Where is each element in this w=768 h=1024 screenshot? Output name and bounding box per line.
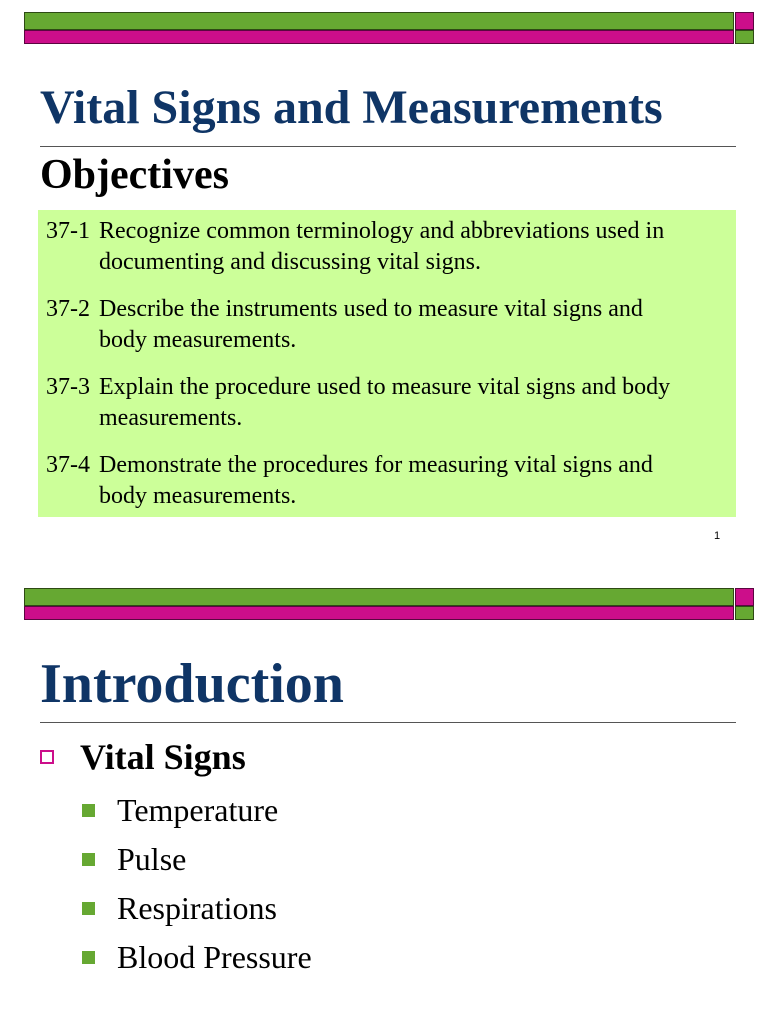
objective-text-line2: body measurements. [99, 327, 297, 353]
objective-item [46, 372, 728, 434]
objective-number: 37-3 [46, 374, 90, 400]
title-rule [40, 146, 736, 147]
sub-bullet-item [82, 839, 186, 879]
objective-text-line1: Demonstrate the procedures for measuring vital signs and [99, 452, 653, 478]
sub-bullet-text: Temperature [117, 792, 279, 828]
header-bar-magenta [24, 30, 734, 44]
objective-text-line1: Describe the instruments used to measure vital signs and [99, 296, 643, 322]
objective-text-line2: documenting and discussing vital signs. [99, 249, 481, 275]
sub-bullet-item [82, 790, 278, 830]
objective-number: 37-1 [46, 218, 90, 244]
header-bar-green [24, 588, 734, 606]
slide-subtitle: Objectives [40, 152, 229, 198]
header-bar [24, 588, 754, 620]
sub-bullet-text: Blood Pressure [117, 939, 312, 975]
objective-number: 37-2 [46, 296, 90, 322]
objective-text-line2: body measurements. [99, 483, 297, 509]
solid-square-bullet-icon [82, 853, 95, 866]
objective-item [46, 216, 728, 278]
solid-square-bullet-icon [82, 951, 95, 964]
slide-title: Vital Signs and Measurements [40, 81, 663, 134]
sub-bullet-item [82, 888, 277, 928]
header-square-green [735, 30, 754, 44]
header-square-green [735, 606, 754, 620]
header-square-magenta [735, 12, 754, 30]
solid-square-bullet-icon [82, 804, 95, 817]
objective-text-line2: measurements. [99, 405, 243, 431]
slide-2 [0, 576, 768, 1024]
objective-text-line1: Explain the procedure used to measure vital signs and body [99, 374, 671, 400]
sub-bullet-text: Respirations [117, 890, 277, 926]
objective-number: 37-4 [46, 452, 90, 478]
sub-bullet-item [82, 937, 312, 977]
slide-title: Introduction [40, 653, 344, 715]
objectives-box [38, 210, 736, 517]
objective-item [46, 450, 728, 512]
sub-bullet-text: Pulse [117, 841, 187, 877]
header-square-magenta [735, 588, 754, 606]
hollow-square-bullet-icon [40, 750, 54, 764]
header-bar [24, 12, 754, 44]
solid-square-bullet-icon [82, 902, 95, 915]
bullet-item [40, 736, 246, 778]
bullet-text: Vital Signs [80, 737, 246, 777]
title-rule [40, 722, 736, 723]
page-number: 1 [714, 530, 721, 542]
objective-item [46, 294, 728, 356]
objective-text-line1: Recognize common terminology and abbreviations used in [99, 218, 665, 244]
header-bar-magenta [24, 606, 734, 620]
header-bar-green [24, 12, 734, 30]
